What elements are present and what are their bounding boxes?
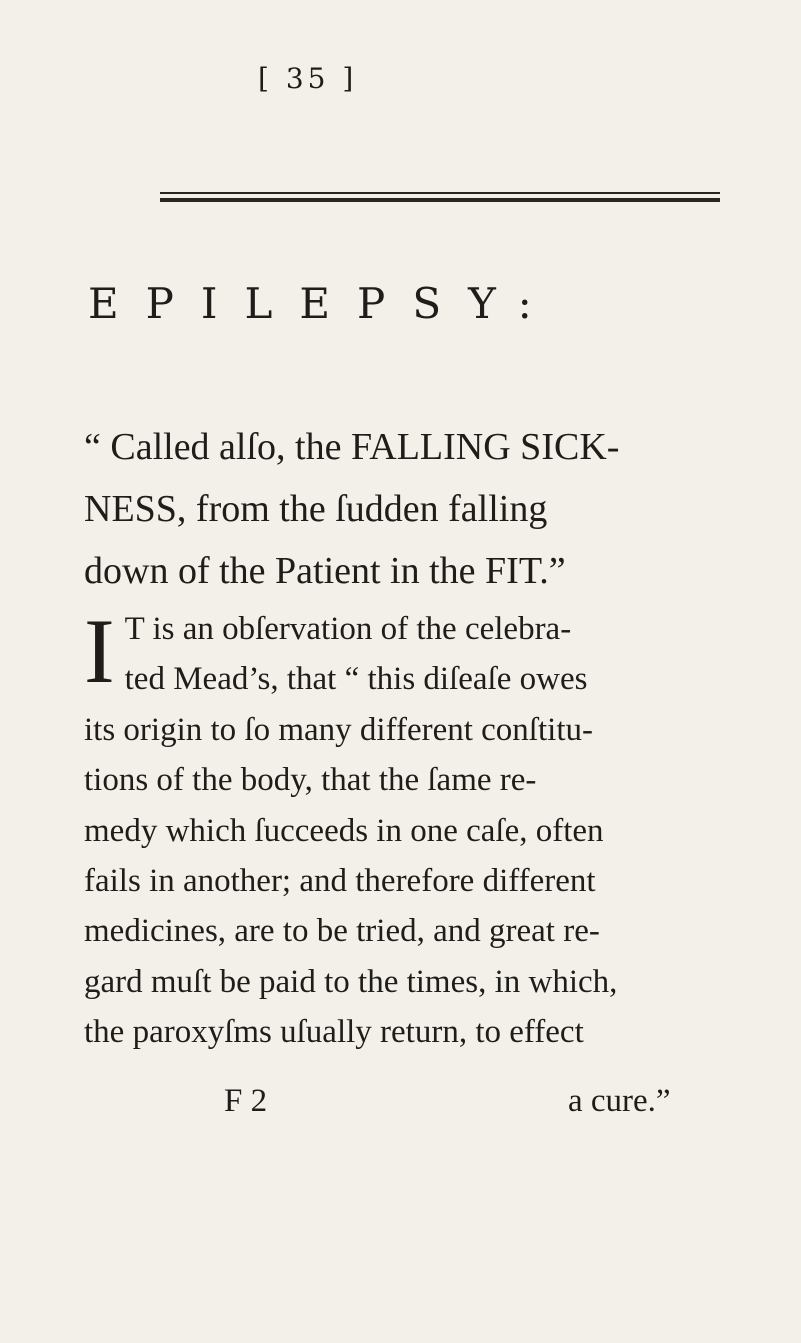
header-rule-thick xyxy=(160,198,720,202)
body-line: medy which ſucceeds in one caſe, often xyxy=(84,812,604,849)
epigraph xyxy=(84,416,734,602)
body-line: the paroxyſms uſually return, to effect xyxy=(84,1014,584,1051)
body-line: ted Mead’s, that “ this diſeaſe owes xyxy=(124,661,588,698)
epigraph-line: NESS, from the ſudden falling xyxy=(84,488,548,530)
body-line: tions of the body, that the ſame re- xyxy=(84,762,537,799)
body-line: its origin to ſo many different conſtitu- xyxy=(84,711,593,748)
header-rule-thin xyxy=(160,192,720,194)
page-number: [ 35 ] xyxy=(258,62,358,95)
drop-cap: I xyxy=(84,600,115,702)
epigraph-line: “ Called alſo, the FALLING SICK- xyxy=(84,426,620,468)
signature-mark: F 2 xyxy=(224,1083,268,1119)
body-paragraph xyxy=(84,600,744,1058)
chapter-title: EPILEPSY: xyxy=(88,279,559,328)
epigraph-line: down of the Patient in the FIT.” xyxy=(84,550,566,592)
body-line: T is an obſervation of the celebra- xyxy=(124,611,572,647)
body-line: fails in another; and therefore different xyxy=(84,863,596,900)
body-line: medicines, are to be tried, and great re- xyxy=(84,913,600,950)
body-line: gard muſt be paid to the times, in which, xyxy=(84,963,618,1000)
catchword: a cure.” xyxy=(568,1083,671,1119)
